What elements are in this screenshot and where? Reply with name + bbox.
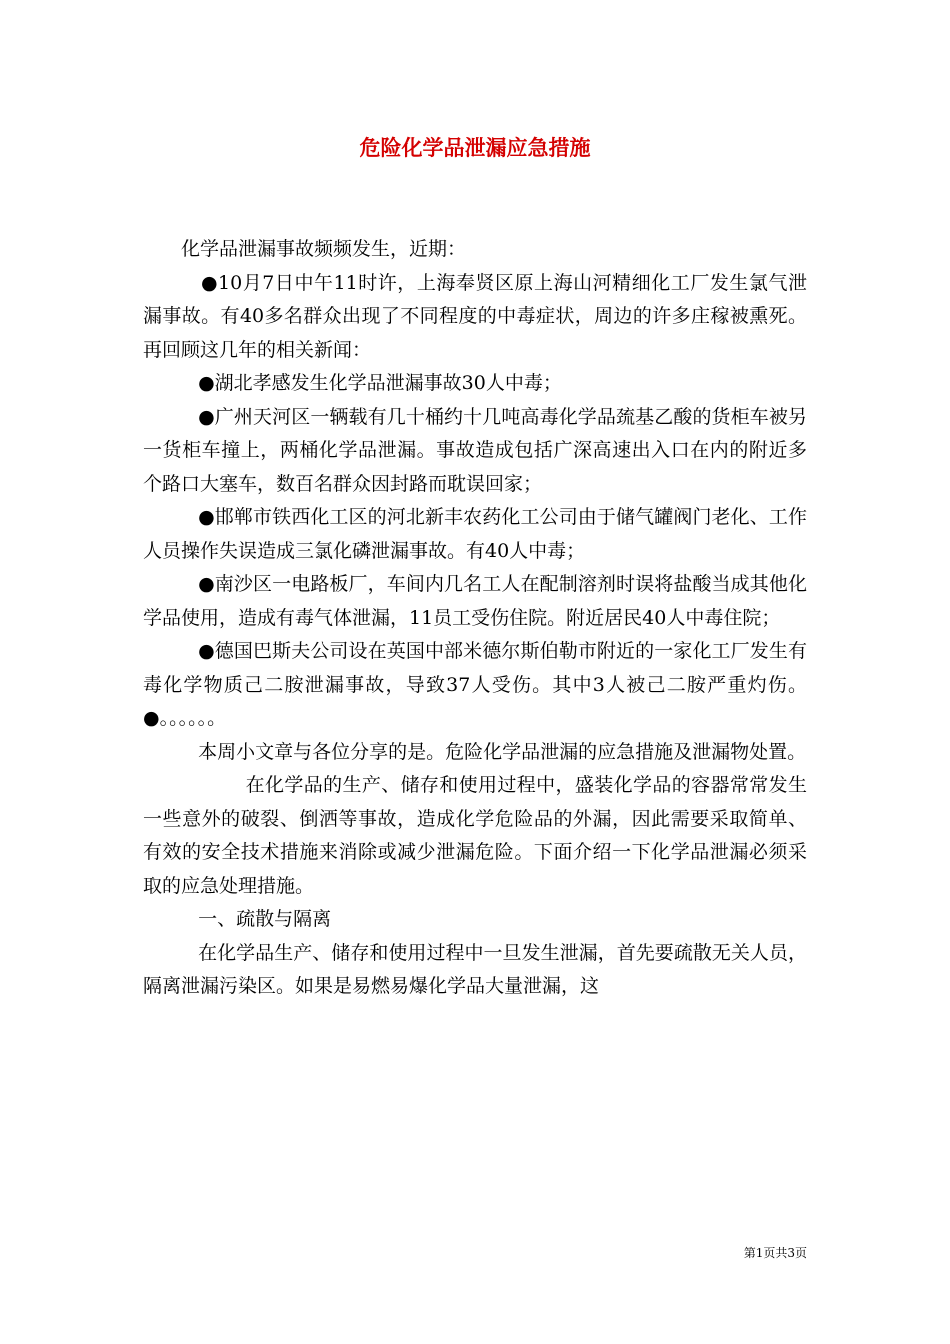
page-title: 危险化学品泄漏应急措施 bbox=[359, 136, 591, 160]
news-item-shanghai: ●10月7日中午11时许，上海奉贤区原上海山河精细化工厂发生氯气泄漏事故。有40多名群众出现了不同程度的中毒症状，周边的许多庄稼被熏死。再回顾这几年的相关新闻： bbox=[143, 271, 807, 361]
news-item-basf: ●德国巴斯夫公司设在英国中部米德尔斯伯勒市附近的一家化工厂发生有毒化学物质己二胺泄漏事故，导致37人受伤。其中3人被己二胺严重灼伤。●。。。。。。 bbox=[143, 640, 807, 729]
news-item-nansha: ●南沙区一电路板厂，车间内几名工人在配制溶剂时误将盐酸当成其他化学品使用，造成有毒气体泄漏，11员工受伤住院。附近居民40人中毒住院； bbox=[143, 573, 807, 629]
evacuation-paragraph: 在化学品生产、储存和使用过程中一旦发生泄漏，首先要疏散无关人员，隔离泄漏污染区。如果是易燃易爆化学品大量泄漏，这 bbox=[143, 941, 807, 997]
news-item-hubei: ●湖北孝感发生化学品泄漏事故30人中毒； bbox=[198, 372, 562, 394]
background-paragraph: 在化学品的生产、储存和使用过程中，盛装化学品的容器常常发生一些意外的破裂、倒洒等事故，造成化学危险品的外漏，因此需要采取简单、有效的安全技术措施来消除或减少泄漏危险。下面介绍一下化学品泄漏必须采取的应急处理措施。 bbox=[143, 774, 807, 897]
news-item-handan: ●邯郸市铁西化工区的河北新丰农药化工公司由于储气罐阀门老化、工作人员操作失误造成三氯化磷泄漏事故。有40人中毒； bbox=[143, 506, 807, 562]
document-body bbox=[143, 233, 807, 1004]
section-heading-evacuation: 一、疏散与隔离 bbox=[198, 908, 332, 930]
page-number: 第1页共3页 bbox=[743, 1246, 807, 1260]
sharing-paragraph: 本周小文章与各位分享的是。危险化学品泄漏的应急措施及泄漏物处置。 bbox=[198, 740, 807, 763]
news-item-guangzhou: ●广州天河区一辆载有几十桶约十几吨高毒化学品巯基乙酸的货柜车被另一货柜车撞上，两桶化学品泄漏。事故造成包括广深高速出入口在内的附近多个路口大塞车，数百名群众因封路而耽误回家； bbox=[143, 405, 807, 495]
intro-paragraph: 化学品泄漏事故频频发生，近期： bbox=[181, 238, 467, 260]
